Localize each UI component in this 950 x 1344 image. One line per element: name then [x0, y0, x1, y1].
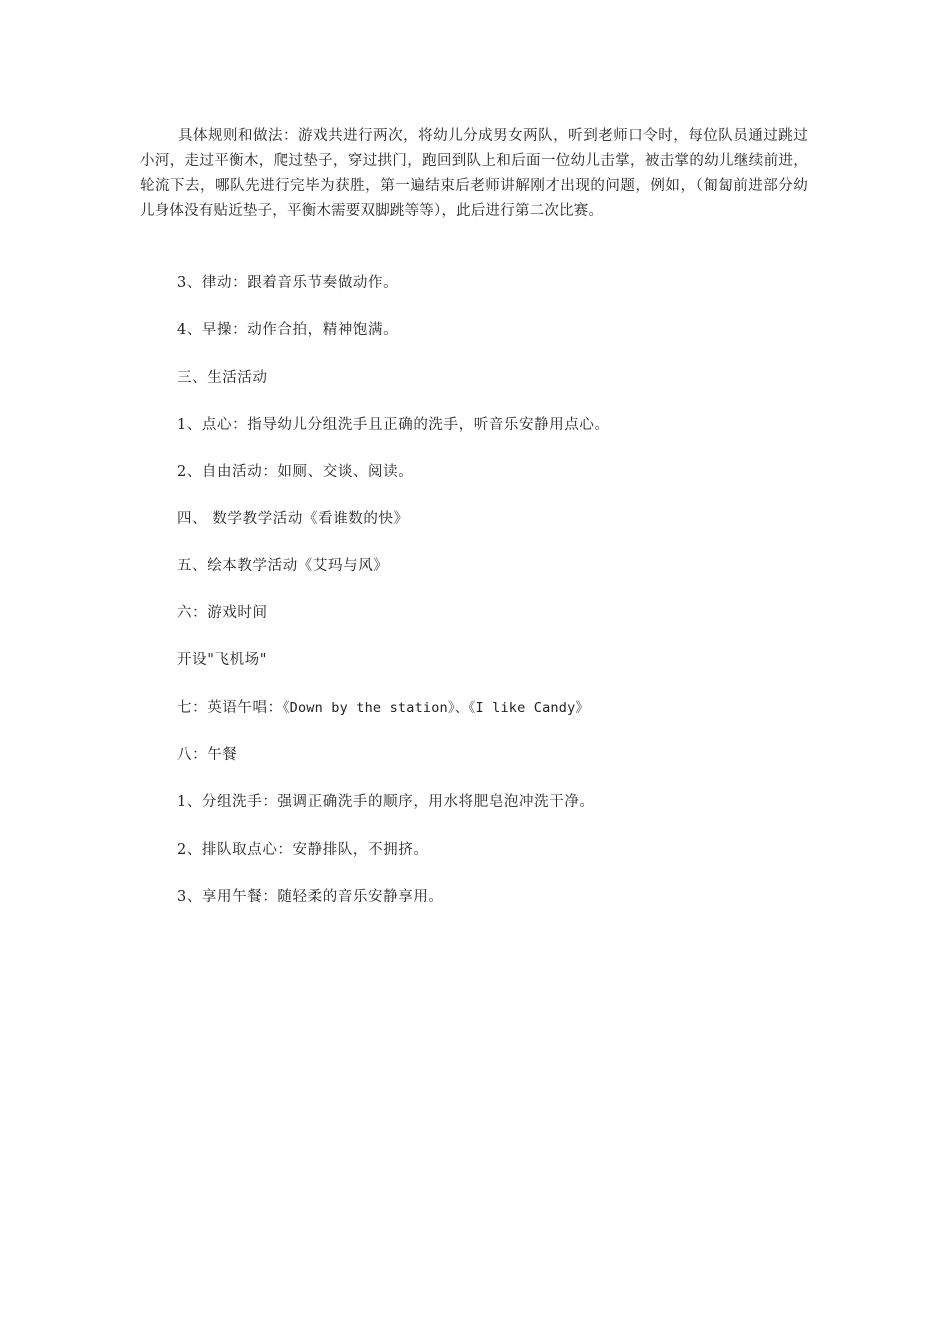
line-up-item: 2、排队取点心：安静排队，不拥挤。	[177, 842, 429, 858]
morning-exercise-item: 4、早操：动作合拍，精神饱满。	[177, 322, 399, 338]
rhythm-item: 3、律动：跟着音乐节奏做动作。	[177, 275, 399, 291]
snack-item: 1、点心：指导幼儿分组洗手且正确的洗手，听音乐安静用点心。	[177, 417, 610, 433]
section-7-prefix: 七：英语午唱：	[177, 700, 283, 716]
enjoy-lunch-item: 3、享用午餐：随轻柔的音乐安静享用。	[177, 889, 444, 905]
section-5-heading: 五、绘本教学活动《艾玛与风》	[177, 558, 389, 574]
section-3-heading: 三、生活活动	[177, 370, 268, 386]
section-7-songs: 《Down by the station》、《I like Candy》	[282, 700, 590, 716]
section-6-heading: 六：游戏时间	[177, 605, 268, 621]
section-7-heading	[177, 698, 589, 718]
free-activity-item: 2、自由活动：如厕、交谈、阅读。	[177, 464, 414, 480]
rules-paragraph: 具体规则和做法：游戏共进行两次，将幼儿分成男女两队，听到老师口令时，每位队员通过跳过小河，走过平衡木，爬过垫子，穿过拱门，跑回到队上和后面一位幼儿击掌，被击掌的幼儿继续前进，轮流下去，哪队先进行完毕为获胜，第一遍结束后老师讲解刚才出现的问题，例如，（匍匐前进部分幼儿身体没有贴近垫子，平衡木需要双脚跳等等），此后进行第二次比赛。	[140, 128, 808, 219]
game-setup-item: 开设"飞机场"	[177, 652, 268, 668]
section-4-heading: 四、 数学教学活动《看谁数的快》	[177, 511, 409, 527]
wash-hands-item: 1、分组洗手：强调正确洗手的顺序，用水将肥皂泡冲洗干净。	[177, 794, 595, 810]
section-8-heading: 八：午餐	[177, 747, 238, 763]
